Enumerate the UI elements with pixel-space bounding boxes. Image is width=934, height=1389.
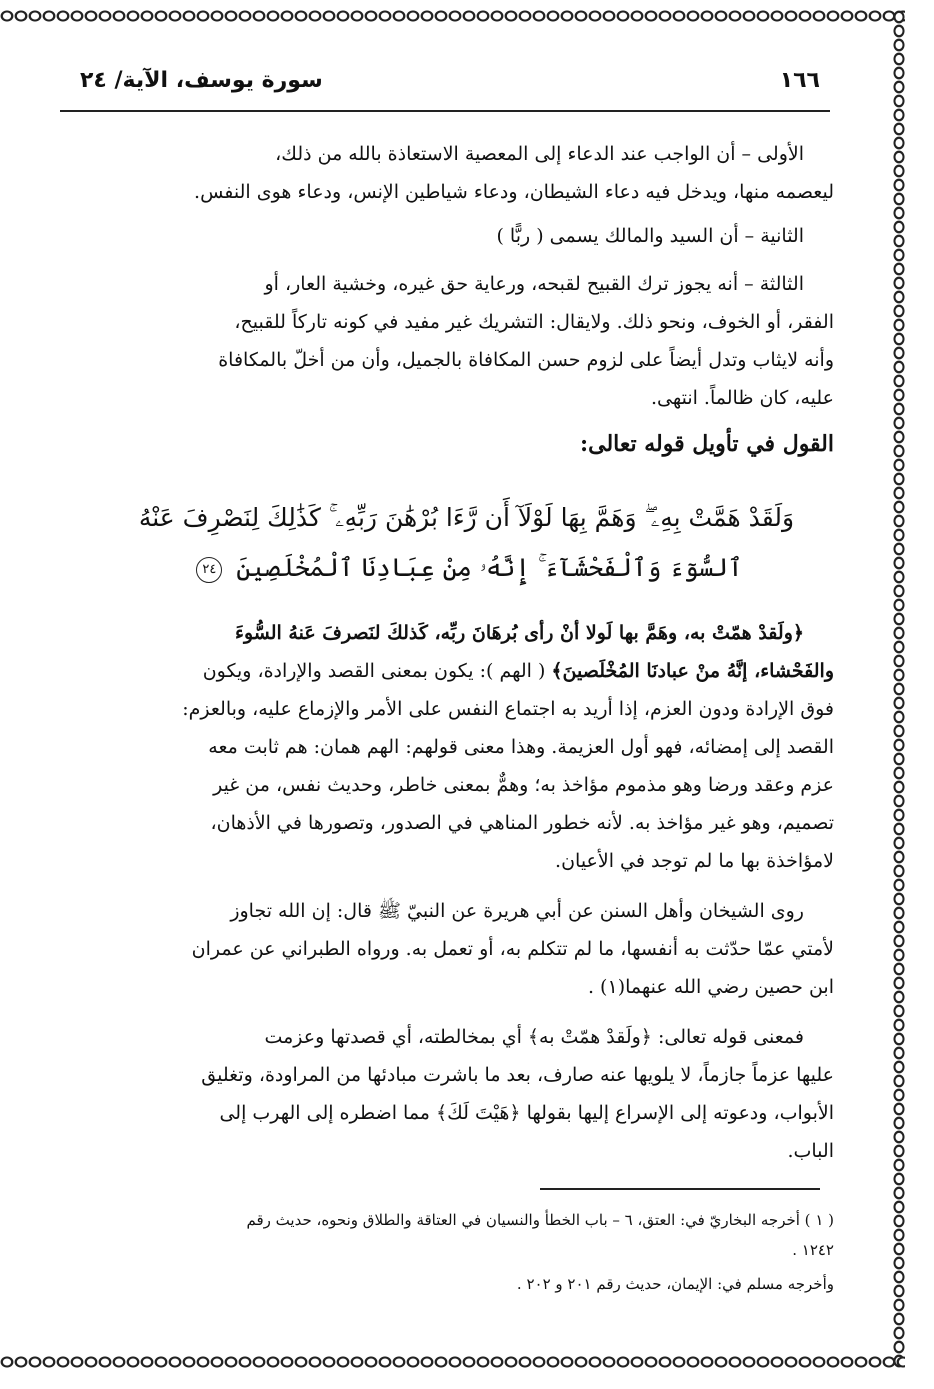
- decorative-border-right: [893, 10, 905, 1368]
- text-line: فمعنى قوله تعالى: ﴿ولَقدْ همّتْ به﴾ أي بمخالطته، أي قصدتها وعزمت: [264, 1026, 804, 1048]
- footnote-line: ( ١ ) أخرجه البخاريّ في: العتق، ٦ – باب الخطأ والنسيان في العتاقة والطلاق ونحوه، حديث رقم: [246, 1211, 834, 1229]
- text-line: لامؤاخذة بها ما لم توجد في الأعيان.: [555, 850, 834, 872]
- decorative-border-top: [0, 10, 905, 22]
- text-line: الثالثة – أنه يجوز ترك القبيح لقبحه، ورعاية حق غيره، وخشية العار، أو: [264, 273, 804, 295]
- text-run: ( الهم ): يكون بمعنى القصد والإرادة، ويكون: [202, 660, 552, 682]
- ayah-number-marker: ٢٤: [196, 557, 222, 583]
- text-line: ﴿ولَقدْ همّتْ به، وهَمَّ بها لَولا أنْ رأى بُرهَانَ ربِّه، كَذلكَ لنَصرفَ عَنهُ السُّوءَ: [235, 622, 804, 644]
- quran-verse: [94, 493, 839, 593]
- text-line: القصد إلى إمضائه، فهو أول العزيمة. وهذا معنى قولهم: الهم همان: هم ثابت معه: [208, 736, 834, 758]
- verse-quote: والفَحْشاء، إنَّهُ منْ عبادنَا المُخْلَصينَ﴾: [551, 660, 834, 682]
- verse-text: ٱلسُّوٓءَ وَٱلْفَحْشَآءَ ۚ إِنَّهُۥ مِنْ عِبَادِنَا ٱلْمُخْلَصِينَ: [236, 553, 743, 582]
- footnote-divider: [540, 1188, 820, 1190]
- text-line: عليه، كان ظالماً. انتهى.: [650, 387, 834, 409]
- footnotes: [99, 1205, 834, 1299]
- text-line: الثانية – أن السيد والمالك يسمى ( ربًّا ): [496, 225, 804, 247]
- text-line: وأنه لايثاب وتدل أيضاً على لزوم حسن المكافاة بالجميل، وأن من أخلّ بالمكافاة: [218, 349, 834, 371]
- text-line: الأولى – أن الواجب عند الدعاء إلى المعصية الاستعاذة بالله من ذلك،: [275, 143, 804, 165]
- text-line: ليعصمه منها، ويدخل فيه دعاء الشيطان، ودعاء شياطين الإنس، ودعاء هوى النفس.: [194, 181, 834, 203]
- text-line: فوق الإرادة ودون العزم، إذا أريد به اجتماع النفس على الأمر والإزماع عليه، وبالعزم:: [182, 698, 834, 720]
- text-line: روى الشيخان وأهل السنن عن أبي هريرة عن النبيّ ﷺ قال: إن الله تجاوز: [230, 900, 804, 922]
- section-heading: القول في تأويل قوله تعالى:: [580, 431, 834, 457]
- text-line: عليها عزماً جازماً، لا يلويها عنه صارف، بعد ما باشرت مبادئها من المراودة، وتغليق: [201, 1064, 834, 1086]
- verse-line: وَلَقَدْ هَمَّتْ بِهِۦ ۖ وَهَمَّ بِهَا لَوْلَآ أَن رَّءَا بُرْهَٰنَ رَبِّهِۦ ۚ كَذَٰلِكَ لِنَصْرِفَ عَنْهُ: [138, 503, 795, 532]
- page-header: [60, 68, 860, 104]
- commentary-block-2: [99, 614, 834, 1170]
- text-line: الأبواب، ودعوته إلى الإسراع إليها بقولها ﴿هَيْتَ لَكَ﴾ مما اضطره إلى الهرب إلى: [219, 1102, 834, 1124]
- page-number: ١٦٦: [779, 68, 820, 93]
- header-divider: [60, 110, 830, 112]
- text-line: تصميم، وهو غير مؤاخذ به. لأنه خطور المناهي في الصدور، وتصورها في الأذهان،: [210, 812, 834, 834]
- text-line: الفقر، أو الخوف، ونحو ذلك. ولايقال: التشريك غير مفيد في كونه تاركاً للقبيح،: [234, 311, 834, 333]
- text-line: الباب.: [787, 1140, 834, 1162]
- commentary-block-1: [99, 135, 834, 463]
- text-line: لأمتي عمّا حدّثت به أنفسها، ما لم تتكلم به، أو تعمل به. ورواه الطبراني عن عمران: [191, 938, 834, 960]
- text-line: [99, 652, 834, 690]
- verse-line: [94, 543, 839, 593]
- text-line: ابن حصين رضي الله عنهما(١) .: [587, 976, 834, 998]
- footnote-line: وأخرجه مسلم في: الإيمان، حديث رقم ٢٠١ و ٢٠٢ .: [516, 1275, 834, 1293]
- decorative-border-bottom: [0, 1356, 905, 1368]
- footnote-line: ١٢٤٢ .: [792, 1241, 834, 1259]
- running-title: سورة يوسف، الآية/ ٢٤: [80, 68, 323, 93]
- text-line: عزم وعقد ورضا وهو مذموم مؤاخذ به؛ وهمٌّ بمعنى خاطر، وحديث نفس، من غير: [213, 774, 834, 796]
